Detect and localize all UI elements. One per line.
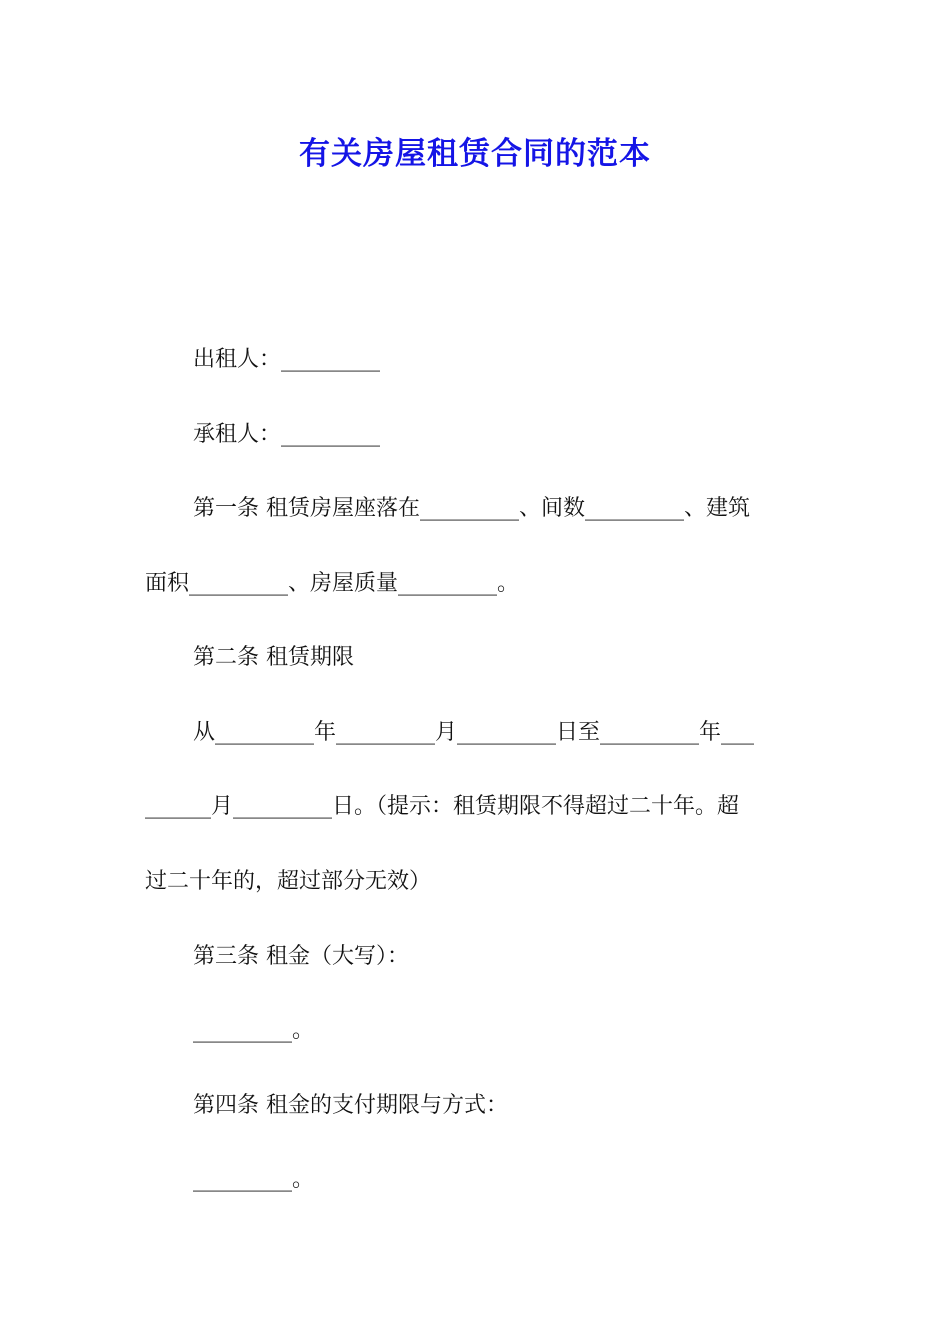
article-3-heading: 第三条 租金（大写）： <box>193 944 409 969</box>
article-1-line-2: 面积_________、房屋质量_________。 <box>145 571 520 596</box>
article-2-line-2: ______月_________日。（提示：租赁期限不得超过二十年。超 <box>145 794 740 819</box>
lessor-line: 出租人：_________ <box>193 347 381 372</box>
article-4-heading: 第四条 租金的支付期限与方式： <box>193 1093 508 1118</box>
document-title: 有关房屋租赁合同的范本 <box>299 136 651 172</box>
article-2-line-1: 从_________年_________月_________日至_________年___ <box>193 720 755 745</box>
article-3-blank: _________。 <box>193 1018 315 1043</box>
article-2-line-3: 过二十年的，超过部分无效） <box>145 869 432 894</box>
article-2-heading: 第二条 租赁期限 <box>193 645 354 670</box>
lessee-line: 承租人：_________ <box>193 422 381 447</box>
article-4-blank: _________。 <box>193 1167 315 1192</box>
article-1-line-1: 第一条 租赁房屋座落在_________、间数_________、建筑 <box>193 496 750 521</box>
